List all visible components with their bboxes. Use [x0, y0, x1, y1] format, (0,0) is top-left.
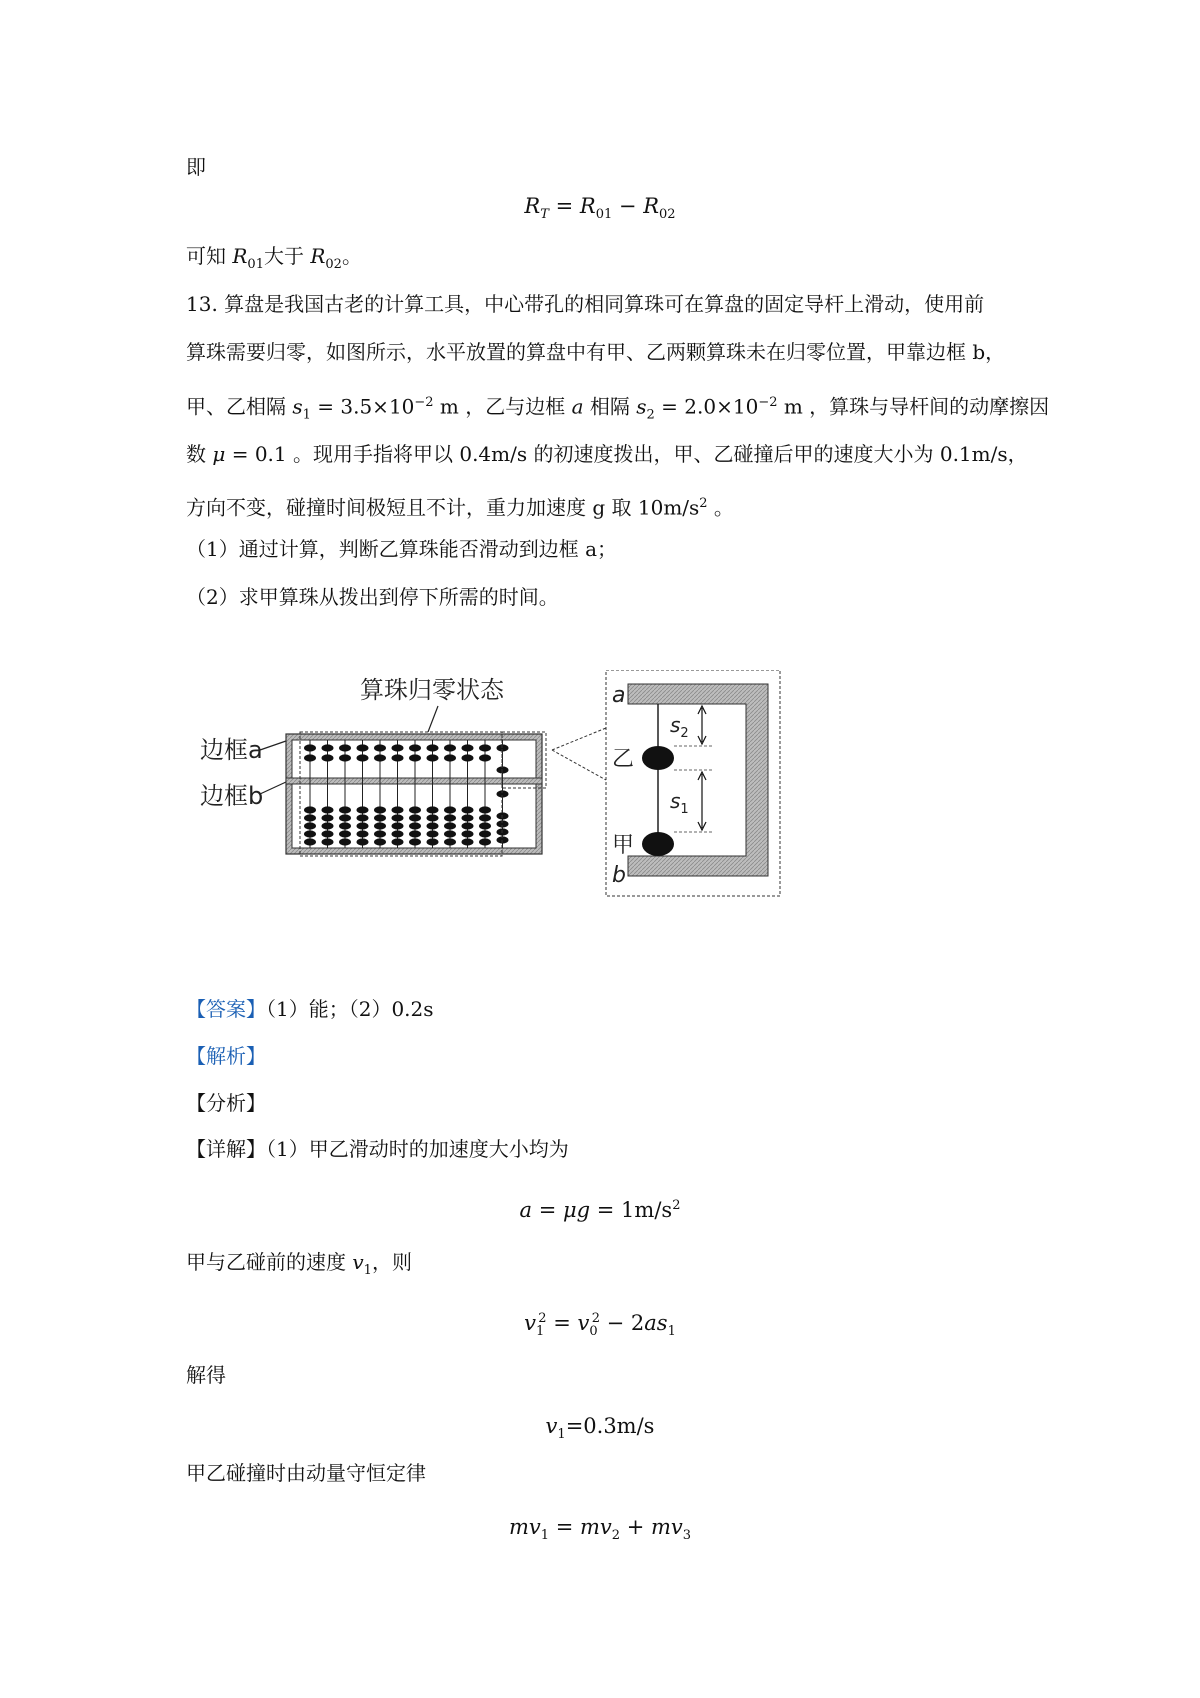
problem-line-5: 方向不变，碰撞时间极短且不计，重力加速度 g 取 $10m/s^2$ 。 — [186, 495, 734, 520]
abacus-bead — [479, 830, 491, 837]
abacus-bead — [462, 838, 474, 845]
abacus-bead — [392, 830, 404, 837]
abacus-bead — [304, 806, 316, 813]
abacus-bead — [444, 838, 456, 845]
equation-v: $v_1^2 = v_0^2 - 2as_1$ — [524, 1311, 676, 1340]
abacus-bead — [392, 754, 404, 761]
s2-label: $s_2$ — [670, 713, 689, 741]
abacus-bead — [409, 814, 421, 821]
abacus-bead — [374, 830, 386, 837]
abacus-bead — [427, 806, 439, 813]
abacus-bead — [392, 838, 404, 845]
text-jiede: 解得 — [186, 1363, 226, 1387]
abacus-bead — [339, 830, 351, 837]
abacus-bead — [409, 822, 421, 829]
abacus-bead — [374, 814, 386, 821]
abacus-bead — [479, 814, 491, 821]
abacus-bead — [427, 838, 439, 845]
abacus-bead — [409, 830, 421, 837]
abacus-bead — [427, 822, 439, 829]
equation-momentum: $mv_1 = mv_2 + mv_3$ — [508, 1515, 692, 1544]
problem-line-2: 算珠需要归零，如图所示，水平放置的算盘中有甲、乙两颗算珠未在归零位置，甲靠边框 b， — [186, 340, 1006, 364]
abacus-bead — [462, 754, 474, 761]
bead-jia — [642, 832, 674, 856]
zero-state-caption: 算珠归零状态 — [360, 676, 504, 704]
abacus-bead — [374, 754, 386, 761]
bead-jia-label: 甲 — [612, 833, 635, 858]
abacus-bead — [374, 838, 386, 845]
abacus-bead — [339, 822, 351, 829]
abacus-bead — [374, 806, 386, 813]
abacus-bead — [304, 744, 316, 751]
abacus-bead — [322, 806, 334, 813]
abacus-bead — [339, 838, 351, 845]
abacus-bead — [357, 830, 369, 837]
equation-a: $a = \mu g = 1m/s^2$ — [519, 1198, 681, 1222]
abacus-bead — [357, 806, 369, 813]
abacus-bead — [479, 838, 491, 845]
abacus-bead — [444, 806, 456, 813]
abacus-bead — [304, 754, 316, 761]
text-momentum: 甲乙碰撞时由动量守恒定律 — [186, 1461, 426, 1485]
abacus-bead — [322, 822, 334, 829]
abacus-bead — [304, 830, 316, 837]
abacus-bead — [409, 754, 421, 761]
abacus-bead — [357, 754, 369, 761]
equation-v1: $v_1=0.3m/s$ — [545, 1414, 655, 1443]
abacus-bead — [322, 838, 334, 845]
abacus-bead — [462, 830, 474, 837]
abacus-bead — [427, 830, 439, 837]
abacus-bead — [444, 814, 456, 821]
abacus-bead — [322, 814, 334, 821]
abacus-bead — [427, 744, 439, 751]
abacus-bead — [427, 814, 439, 821]
abacus-bead — [479, 806, 491, 813]
bead-yi — [642, 746, 674, 770]
abacus-bead — [357, 814, 369, 821]
abacus-bead — [304, 822, 316, 829]
answer-tag: 【答案】 — [186, 997, 266, 1021]
abacus-bead — [444, 830, 456, 837]
abacus-bead — [427, 754, 439, 761]
abacus-figure — [190, 670, 870, 930]
abacus-bead — [409, 838, 421, 845]
abacus-bead — [462, 806, 474, 813]
abacus-bead — [444, 744, 456, 751]
abacus-bead — [339, 806, 351, 813]
bead-yi-label: 乙 — [612, 747, 635, 772]
frame-b-label: 边框b — [200, 782, 264, 810]
abacus-bead — [322, 754, 334, 761]
text-ji: 即 — [186, 155, 206, 179]
zoom-label-b: b — [612, 863, 626, 888]
abacus-bead — [462, 822, 474, 829]
abacus-bead — [409, 806, 421, 813]
answer-line: 【答案】（1）能；（2）0.2s — [186, 997, 434, 1021]
problem-line-1: 13. 算盘是我国古老的计算工具，中心带孔的相同算珠可在算盘的固定导杆上滑动，使用前 — [186, 292, 985, 316]
abacus-bead — [322, 744, 334, 751]
fenxi-tag: 【分析】 — [186, 1091, 266, 1115]
abacus-bead — [304, 814, 316, 821]
abacus-bead — [339, 744, 351, 751]
abacus-bead — [374, 744, 386, 751]
abacus-bead — [322, 830, 334, 837]
abacus-bead — [392, 814, 404, 821]
abacus-bead — [409, 744, 421, 751]
problem-line-4: 数 μ = 0.1 。现用手指将甲以 0.4m/s 的初速度拨出，甲、乙碰撞后甲的速度大小为 0.1m/s， — [186, 442, 1028, 466]
abacus-bead — [479, 744, 491, 751]
zoom-label-a: a — [612, 683, 626, 708]
question-1: （1）通过计算，判断乙算珠能否滑动到边框 a； — [186, 537, 618, 561]
question-2: （2）求甲算珠从拨出到停下所需的时间。 — [186, 585, 559, 609]
text-before-collision: 甲与乙碰前的速度 $v_1$，则 — [186, 1250, 412, 1278]
abacus-bead — [392, 744, 404, 751]
abacus-bead — [339, 754, 351, 761]
abacus-bead — [444, 822, 456, 829]
s1-label: $s_1$ — [670, 789, 689, 817]
frame-a-label: 边框a — [200, 736, 263, 764]
abacus-bead — [339, 814, 351, 821]
equation-rt: $R_T = R_{01} - R_{02}$ — [524, 194, 676, 223]
abacus-bead — [374, 822, 386, 829]
abacus-bead — [479, 754, 491, 761]
abacus-bead — [357, 822, 369, 829]
text-conclusion: 可知 $R_{01}$大于 $R_{02}$。 — [186, 244, 362, 272]
abacus-bead — [444, 754, 456, 761]
abacus-bead — [479, 822, 491, 829]
analysis-tag: 【解析】 — [186, 1044, 266, 1068]
detail-line: 【详解】（1）甲乙滑动时的加速度大小均为 — [186, 1137, 569, 1161]
abacus-bead — [392, 806, 404, 813]
abacus-bead — [357, 838, 369, 845]
abacus-bead — [462, 744, 474, 751]
abacus-bead — [304, 838, 316, 845]
problem-line-3: 甲、乙相隔 $s_1 = 3.5\times 10^{-2}$ m ，乙与边框 a 相隔 $s_2 = 2.0\times 10^{-2}$ m ，算珠与导杆间的动摩擦因 — [186, 394, 1050, 423]
abacus-bead — [392, 822, 404, 829]
abacus-bead — [462, 814, 474, 821]
abacus-bead — [357, 744, 369, 751]
